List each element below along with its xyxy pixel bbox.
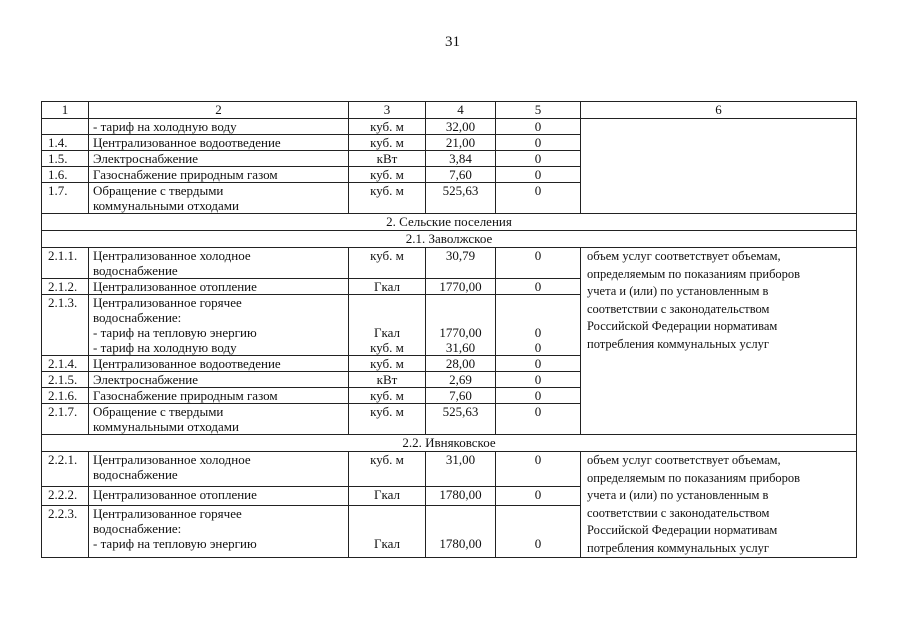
row-number: 2.2.2. bbox=[42, 487, 89, 505]
unit: кВт bbox=[349, 151, 426, 167]
unit: кВт bbox=[349, 372, 426, 388]
unit: куб. м bbox=[349, 356, 426, 372]
header-cell: 1 bbox=[42, 102, 89, 119]
volume: 32,00 bbox=[426, 119, 496, 135]
volume: 1770,00 31,60 bbox=[426, 295, 496, 356]
header-cell: 4 bbox=[426, 102, 496, 119]
zero-value: 0 bbox=[496, 505, 581, 557]
unit: куб. м bbox=[349, 119, 426, 135]
unit: куб. м bbox=[349, 248, 426, 279]
unit: куб. м bbox=[349, 388, 426, 404]
note-cell: объем услуг соответствует объемам, определяемым по показаниям приборов учета и (или) по установленным в соответствии с законодательством Российской Федерации нормативам потребления коммунальных услуг bbox=[581, 248, 857, 435]
zero-value: 0 bbox=[496, 279, 581, 295]
row-number: 2.1.3. bbox=[42, 295, 89, 356]
volume: 1780,00 bbox=[426, 505, 496, 557]
service-name: Обращение с твердыми коммунальными отходами bbox=[89, 404, 349, 435]
service-name: Обращение с твердыми коммунальными отходами bbox=[89, 183, 349, 214]
unit: Гкал bbox=[349, 279, 426, 295]
service-name: Централизованное холодное водоснабжение bbox=[89, 248, 349, 279]
service-name: Централизованное отопление bbox=[89, 487, 349, 505]
unit: Гкал bbox=[349, 505, 426, 557]
volume: 7,60 bbox=[426, 167, 496, 183]
row-number bbox=[42, 119, 89, 135]
service-name: Газоснабжение природным газом bbox=[89, 167, 349, 183]
volume: 1780,00 bbox=[426, 487, 496, 505]
zero-value: 0 bbox=[496, 135, 581, 151]
volume: 30,79 bbox=[426, 248, 496, 279]
zero-value: 0 bbox=[496, 151, 581, 167]
table-row bbox=[42, 119, 857, 135]
page-number: 31 bbox=[445, 34, 460, 50]
zero-value: 0 0 bbox=[496, 295, 581, 356]
subsection-header-row bbox=[42, 435, 857, 452]
subsection-header-row bbox=[42, 231, 857, 248]
note-cell: объем услуг соответствует объемам, определяемым по показаниям приборов учета и (или) по установленным в соответствии с законодательством Российской Федерации нормативам потребления коммунальных услуг bbox=[581, 452, 857, 558]
row-number: 2.1.7. bbox=[42, 404, 89, 435]
table-row bbox=[42, 248, 857, 279]
zero-value: 0 bbox=[496, 248, 581, 279]
service-name: Электроснабжение bbox=[89, 372, 349, 388]
volume: 7,60 bbox=[426, 388, 496, 404]
unit: куб. м bbox=[349, 183, 426, 214]
table-row bbox=[42, 452, 857, 487]
zero-value: 0 bbox=[496, 167, 581, 183]
row-number: 1.6. bbox=[42, 167, 89, 183]
service-name: Газоснабжение природным газом bbox=[89, 388, 349, 404]
service-name: Централизованное водоотведение bbox=[89, 356, 349, 372]
unit: куб. м bbox=[349, 135, 426, 151]
row-number: 1.5. bbox=[42, 151, 89, 167]
service-name: Централизованное горячее водоснабжение: - тариф на тепловую энергию bbox=[89, 505, 349, 557]
zero-value: 0 bbox=[496, 388, 581, 404]
zero-value: 0 bbox=[496, 372, 581, 388]
service-name: Централизованное водоотведение bbox=[89, 135, 349, 151]
row-number: 2.1.1. bbox=[42, 248, 89, 279]
zero-value: 0 bbox=[496, 404, 581, 435]
row-number: 1.4. bbox=[42, 135, 89, 151]
zero-value: 0 bbox=[496, 183, 581, 214]
unit: Гкал куб. м bbox=[349, 295, 426, 356]
service-name: Электроснабжение bbox=[89, 151, 349, 167]
row-number: 1.7. bbox=[42, 183, 89, 214]
row-number: 2.1.4. bbox=[42, 356, 89, 372]
volume: 31,00 bbox=[426, 452, 496, 487]
subsection-title: 2.1. Заволжское bbox=[42, 231, 857, 248]
unit: куб. м bbox=[349, 167, 426, 183]
volume: 525,63 bbox=[426, 183, 496, 214]
section-title: 2. Сельские поселения bbox=[42, 214, 857, 231]
tariff-table bbox=[41, 101, 857, 558]
section-header-row bbox=[42, 214, 857, 231]
row-number: 2.1.2. bbox=[42, 279, 89, 295]
header-cell: 5 bbox=[496, 102, 581, 119]
volume: 21,00 bbox=[426, 135, 496, 151]
row-number: 2.1.6. bbox=[42, 388, 89, 404]
volume: 3,84 bbox=[426, 151, 496, 167]
unit: куб. м bbox=[349, 404, 426, 435]
volume: 525,63 bbox=[426, 404, 496, 435]
service-name: Централизованное горячее водоснабжение: - тариф на тепловую энергию - тариф на холодную воду bbox=[89, 295, 349, 356]
row-number: 2.1.5. bbox=[42, 372, 89, 388]
zero-value: 0 bbox=[496, 452, 581, 487]
row-number: 2.2.1. bbox=[42, 452, 89, 487]
unit: Гкал bbox=[349, 487, 426, 505]
subsection-title: 2.2. Ивняковское bbox=[42, 435, 857, 452]
row-number: 2.2.3. bbox=[42, 505, 89, 557]
header-cell: 6 bbox=[581, 102, 857, 119]
volume: 28,00 bbox=[426, 356, 496, 372]
volume: 1770,00 bbox=[426, 279, 496, 295]
header-row bbox=[42, 102, 857, 119]
header-cell: 2 bbox=[89, 102, 349, 119]
service-name: Централизованное отопление bbox=[89, 279, 349, 295]
service-name: - тариф на холодную воду bbox=[89, 119, 349, 135]
zero-value: 0 bbox=[496, 356, 581, 372]
unit: куб. м bbox=[349, 452, 426, 487]
volume: 2,69 bbox=[426, 372, 496, 388]
note-cell bbox=[581, 119, 857, 214]
zero-value: 0 bbox=[496, 119, 581, 135]
header-cell: 3 bbox=[349, 102, 426, 119]
zero-value: 0 bbox=[496, 487, 581, 505]
service-name: Централизованное холодное водоснабжение bbox=[89, 452, 349, 487]
